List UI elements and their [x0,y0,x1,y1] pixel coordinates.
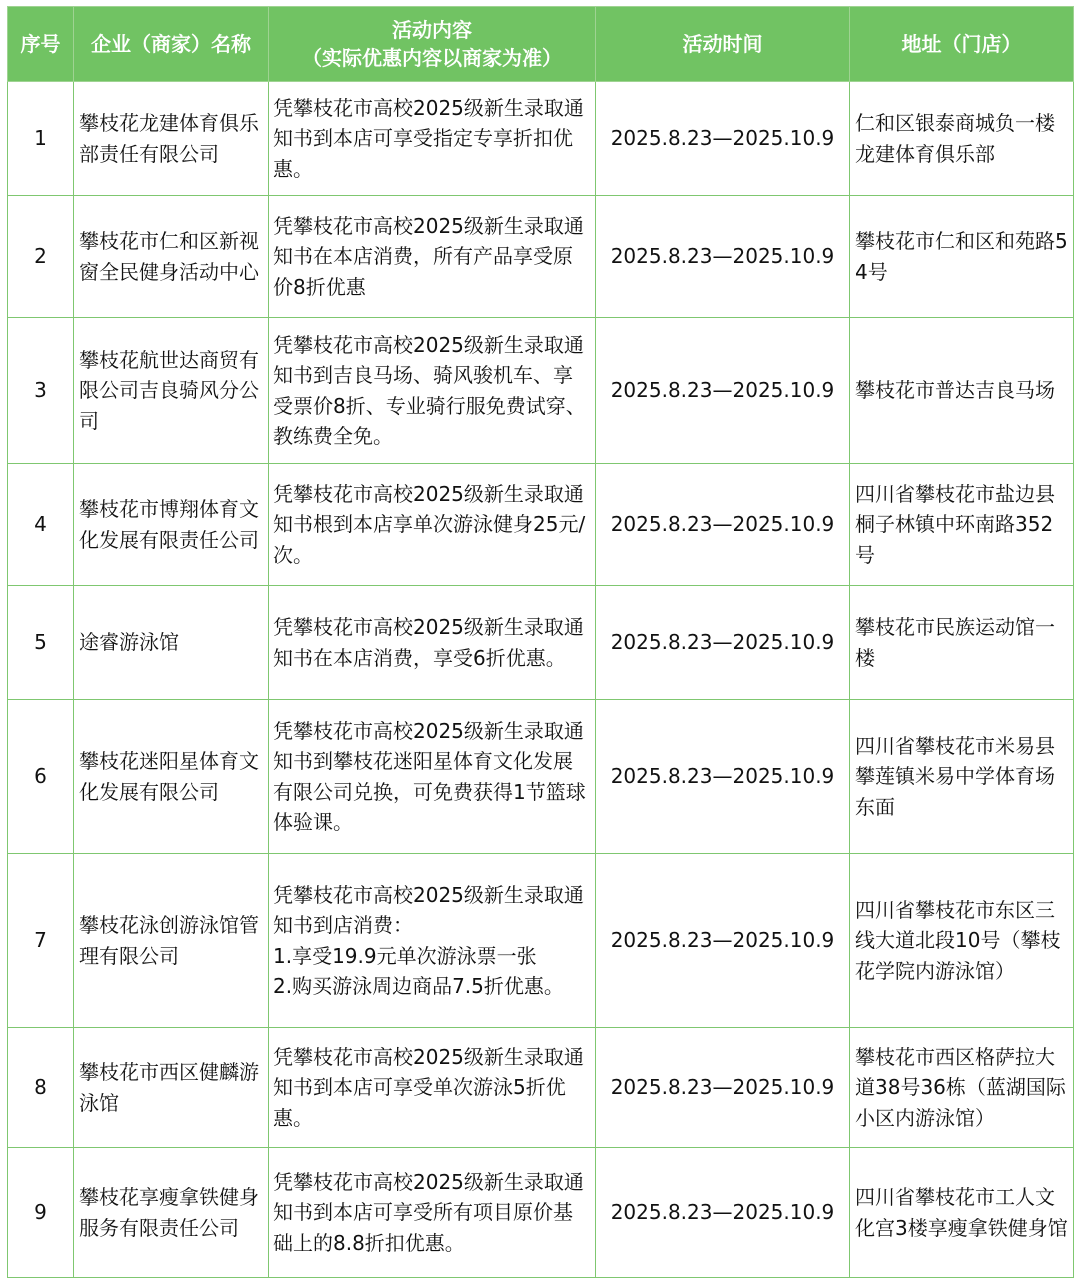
header-row [8,7,1074,82]
row-index: 1 [8,82,74,196]
row-address: 攀枝花市民族运动馆一楼 [850,586,1074,700]
row-company: 攀枝花市仁和区新视窗全民健身活动中心 [74,196,269,318]
row-content: 凭攀枝花市高校2025级新生录取通知书到吉良马场、骑风骏机车、享受票价8折、专业骑行服免费试穿、教练费全免。 [269,318,596,464]
table-row [8,196,1074,318]
row-company: 途睿游泳馆 [74,586,269,700]
row-address: 攀枝花市西区格萨拉大道38号36栋（蓝湖国际小区内游泳馆） [850,1028,1074,1148]
row-index: 8 [8,1028,74,1148]
row-time: 2025.8.23—2025.10.9 [596,82,850,196]
row-company: 攀枝花市博翔体育文化发展有限责任公司 [74,464,269,586]
row-time: 2025.8.23—2025.10.9 [596,464,850,586]
row-index: 3 [8,318,74,464]
row-content [269,854,596,1028]
row-content-line: 1.享受19.9元单次游泳票一张 [273,943,537,968]
row-time: 2025.8.23—2025.10.9 [596,586,850,700]
row-address: 攀枝花市普达吉良马场 [850,318,1074,464]
row-time: 2025.8.23—2025.10.9 [596,700,850,854]
row-time: 2025.8.23—2025.10.9 [596,196,850,318]
row-address: 仁和区银泰商城负一楼龙建体育俱乐部 [850,82,1074,196]
header-content-note: （实际优惠内容以商家为准） [302,46,562,70]
row-company: 攀枝花迷阳星体育文化发展有限公司 [74,700,269,854]
table-row [8,82,1074,196]
header-index: 序号 [8,7,74,82]
row-content: 凭攀枝花市高校2025级新生录取通知书在本店消费，享受6折优惠。 [269,586,596,700]
header-content-title: 活动内容 [392,18,472,42]
row-company: 攀枝花泳创游泳馆管理有限公司 [74,854,269,1028]
row-index: 5 [8,586,74,700]
row-index: 9 [8,1148,74,1278]
header-content [269,7,596,82]
table-row [8,700,1074,854]
row-index: 6 [8,700,74,854]
row-content-line: 凭攀枝花市高校2025级新生录取通知书到店消费： [273,882,584,937]
row-content: 凭攀枝花市高校2025级新生录取通知书到本店可享受所有项目原价基础上的8.8折扣优惠。 [269,1148,596,1278]
row-address: 四川省攀枝花市米易县攀莲镇米易中学体育场东面 [850,700,1074,854]
row-time: 2025.8.23—2025.10.9 [596,318,850,464]
row-time: 2025.8.23—2025.10.9 [596,1028,850,1148]
table-row [8,1028,1074,1148]
header-time: 活动时间 [596,7,850,82]
row-time: 2025.8.23—2025.10.9 [596,1148,850,1278]
table-row [8,318,1074,464]
row-content: 凭攀枝花市高校2025级新生录取通知书在本店消费，所有产品享受原价8折优惠 [269,196,596,318]
header-address: 地址（门店） [850,7,1074,82]
row-time: 2025.8.23—2025.10.9 [596,854,850,1028]
row-company: 攀枝花航世达商贸有限公司吉良骑风分公司 [74,318,269,464]
row-content: 凭攀枝花市高校2025级新生录取通知书到本店可享受单次游泳5折优惠。 [269,1028,596,1148]
row-content: 凭攀枝花市高校2025级新生录取通知书根到本店享单次游泳健身25元/次。 [269,464,596,586]
row-index: 2 [8,196,74,318]
row-address: 四川省攀枝花市盐边县桐子林镇中环南路352号 [850,464,1074,586]
table-row [8,854,1074,1028]
row-company: 攀枝花市西区健麟游泳馆 [74,1028,269,1148]
row-company: 攀枝花龙建体育俱乐部责任有限公司 [74,82,269,196]
table-row [8,1148,1074,1278]
row-content-line: 2.购买游泳周边商品7.5折优惠。 [273,974,564,998]
row-address: 攀枝花市仁和区和苑路54号 [850,196,1074,318]
header-company: 企业（商家）名称 [74,7,269,82]
row-content: 凭攀枝花市高校2025级新生录取通知书到攀枝花迷阳星体育文化发展有限公司兑换，可免费获得1节篮球体验课。 [269,700,596,854]
row-company: 攀枝花享瘦拿铁健身服务有限责任公司 [74,1148,269,1278]
row-content: 凭攀枝花市高校2025级新生录取通知书到本店可享受指定专享折扣优惠。 [269,82,596,196]
row-address: 四川省攀枝花市东区三线大道北段10号（攀枝花学院内游泳馆） [850,854,1074,1028]
row-index: 7 [8,854,74,1028]
table-row [8,586,1074,700]
row-index: 4 [8,464,74,586]
table-row [8,464,1074,586]
row-address: 四川省攀枝花市工人文化宫3楼享瘦拿铁健身馆 [850,1148,1074,1278]
discount-table [7,6,1074,1278]
